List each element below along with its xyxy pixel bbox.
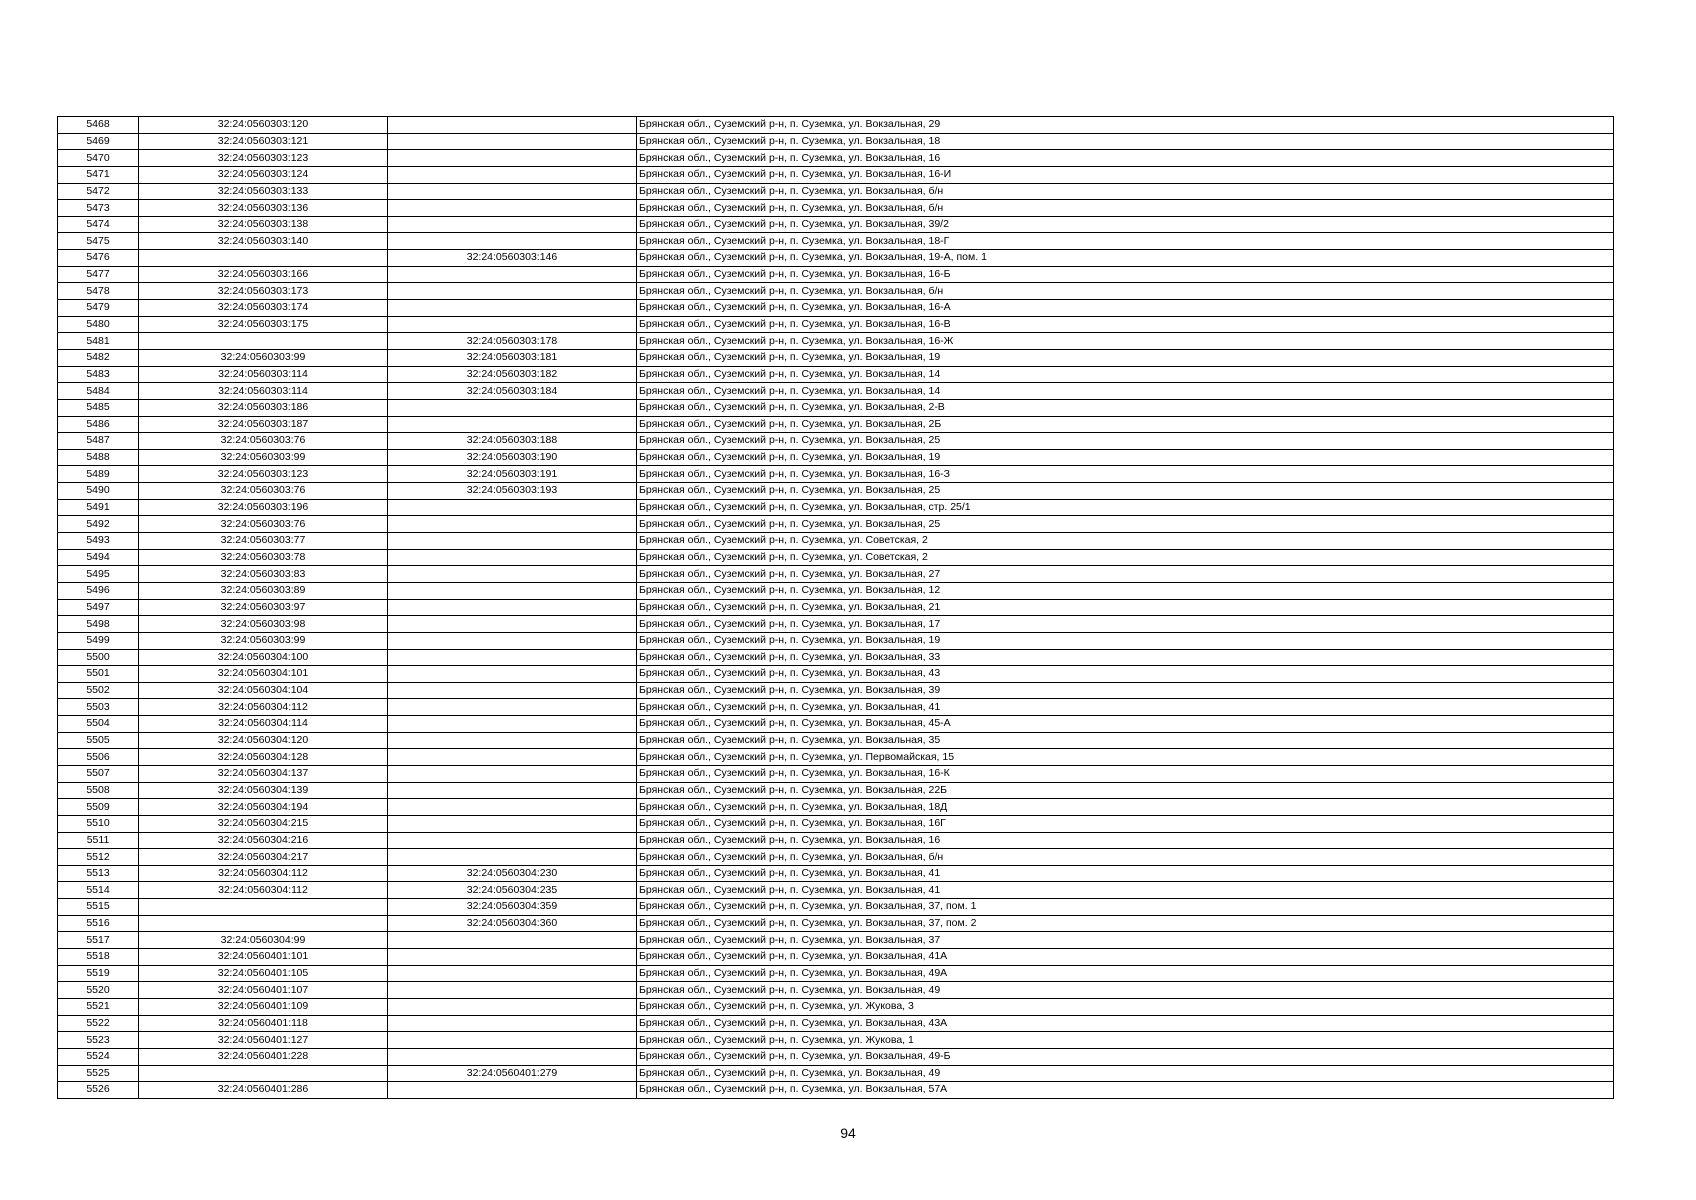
building-cadastral-number-cell <box>388 499 637 516</box>
building-cadastral-number-cell: 32:24:0560303:193 <box>388 483 637 500</box>
land-cadastral-number-cell: 32:24:0560303:77 <box>139 533 388 550</box>
table-row <box>58 765 1614 782</box>
address-cell: Брянская обл., Суземский р-н, п. Суземка, ул. Вокзальная, 19 <box>637 349 1614 366</box>
land-cadastral-number-cell: 32:24:0560304:120 <box>139 732 388 749</box>
building-cadastral-number-cell <box>388 416 637 433</box>
table-row <box>58 832 1614 849</box>
address-cell: Брянская обл., Суземский р-н, п. Суземка, ул. Вокзальная, 37, пом. 2 <box>637 915 1614 932</box>
table-row <box>58 216 1614 233</box>
land-cadastral-number-cell: 32:24:0560401:118 <box>139 1015 388 1032</box>
row-number-cell: 5479 <box>58 300 139 317</box>
land-cadastral-number-cell: 32:24:0560303:123 <box>139 150 388 167</box>
table-row <box>58 849 1614 866</box>
land-cadastral-number-cell <box>139 915 388 932</box>
table-row <box>58 533 1614 550</box>
table-row <box>58 183 1614 200</box>
building-cadastral-number-cell <box>388 549 637 566</box>
building-cadastral-number-cell <box>388 932 637 949</box>
row-number-cell: 5482 <box>58 349 139 366</box>
table-row <box>58 716 1614 733</box>
land-cadastral-number-cell: 32:24:0560303:99 <box>139 632 388 649</box>
land-cadastral-number-cell: 32:24:0560303:114 <box>139 383 388 400</box>
address-cell: Брянская обл., Суземский р-н, п. Суземка, ул. Первомайская, 15 <box>637 749 1614 766</box>
land-cadastral-number-cell: 32:24:0560304:139 <box>139 782 388 799</box>
address-cell: Брянская обл., Суземский р-н, п. Суземка, ул. Вокзальная, 49А <box>637 965 1614 982</box>
table-row <box>58 982 1614 999</box>
land-cadastral-number-cell: 32:24:0560303:78 <box>139 549 388 566</box>
row-number-cell: 5487 <box>58 433 139 450</box>
building-cadastral-number-cell: 32:24:0560303:181 <box>388 349 637 366</box>
building-cadastral-number-cell <box>388 300 637 317</box>
address-cell: Брянская обл., Суземский р-н, п. Суземка, ул. Вокзальная, 43 <box>637 666 1614 683</box>
building-cadastral-number-cell <box>388 266 637 283</box>
building-cadastral-number-cell <box>388 1048 637 1065</box>
building-cadastral-number-cell <box>388 716 637 733</box>
building-cadastral-number-cell <box>388 616 637 633</box>
land-cadastral-number-cell: 32:24:0560303:196 <box>139 499 388 516</box>
address-cell: Брянская обл., Суземский р-н, п. Суземка, ул. Жукова, 3 <box>637 998 1614 1015</box>
row-number-cell: 5474 <box>58 216 139 233</box>
table-row <box>58 433 1614 450</box>
cadastral-table <box>57 116 1614 1099</box>
table-row <box>58 316 1614 333</box>
building-cadastral-number-cell <box>388 183 637 200</box>
address-cell: Брянская обл., Суземский р-н, п. Суземка, ул. Советская, 2 <box>637 549 1614 566</box>
row-number-cell: 5504 <box>58 716 139 733</box>
address-cell: Брянская обл., Суземский р-н, п. Суземка, ул. Вокзальная, 43А <box>637 1015 1614 1032</box>
row-number-cell: 5506 <box>58 749 139 766</box>
address-cell: Брянская обл., Суземский р-н, п. Суземка, ул. Вокзальная, 16-К <box>637 765 1614 782</box>
row-number-cell: 5503 <box>58 699 139 716</box>
row-number-cell: 5494 <box>58 549 139 566</box>
address-cell: Брянская обл., Суземский р-н, п. Суземка, ул. Вокзальная, 49 <box>637 1065 1614 1082</box>
address-cell: Брянская обл., Суземский р-н, п. Суземка, ул. Вокзальная, 37, пом. 1 <box>637 899 1614 916</box>
row-number-cell: 5493 <box>58 533 139 550</box>
row-number-cell: 5497 <box>58 599 139 616</box>
address-cell: Брянская обл., Суземский р-н, п. Суземка, ул. Вокзальная, 39/2 <box>637 216 1614 233</box>
row-number-cell: 5492 <box>58 516 139 533</box>
address-cell: Брянская обл., Суземский р-н, п. Суземка, ул. Вокзальная, 2-В <box>637 399 1614 416</box>
row-number-cell: 5490 <box>58 483 139 500</box>
land-cadastral-number-cell: 32:24:0560304:104 <box>139 682 388 699</box>
table-row <box>58 1082 1614 1099</box>
building-cadastral-number-cell: 32:24:0560303:178 <box>388 333 637 350</box>
table-row <box>58 865 1614 882</box>
row-number-cell: 5507 <box>58 765 139 782</box>
land-cadastral-number-cell: 32:24:0560303:140 <box>139 233 388 250</box>
address-cell: Брянская обл., Суземский р-н, п. Суземка, ул. Вокзальная, 57А <box>637 1082 1614 1099</box>
building-cadastral-number-cell <box>388 649 637 666</box>
building-cadastral-number-cell: 32:24:0560303:184 <box>388 383 637 400</box>
building-cadastral-number-cell <box>388 1015 637 1032</box>
building-cadastral-number-cell: 32:24:0560304:359 <box>388 899 637 916</box>
building-cadastral-number-cell: 32:24:0560304:230 <box>388 865 637 882</box>
row-number-cell: 5470 <box>58 150 139 167</box>
building-cadastral-number-cell <box>388 150 637 167</box>
land-cadastral-number-cell: 32:24:0560303:121 <box>139 133 388 150</box>
row-number-cell: 5522 <box>58 1015 139 1032</box>
address-cell: Брянская обл., Суземский р-н, п. Суземка, ул. Вокзальная, 16 <box>637 832 1614 849</box>
building-cadastral-number-cell <box>388 1032 637 1049</box>
building-cadastral-number-cell <box>388 998 637 1015</box>
address-cell: Брянская обл., Суземский р-н, п. Суземка, ул. Вокзальная, 16-Ж <box>637 333 1614 350</box>
table-row <box>58 483 1614 500</box>
building-cadastral-number-cell: 32:24:0560303:146 <box>388 250 637 267</box>
land-cadastral-number-cell: 32:24:0560303:76 <box>139 433 388 450</box>
row-number-cell: 5473 <box>58 200 139 217</box>
table-row <box>58 266 1614 283</box>
land-cadastral-number-cell: 32:24:0560303:99 <box>139 349 388 366</box>
row-number-cell: 5495 <box>58 566 139 583</box>
table-row <box>58 333 1614 350</box>
building-cadastral-number-cell: 32:24:0560303:190 <box>388 449 637 466</box>
table-row <box>58 815 1614 832</box>
table-row <box>58 233 1614 250</box>
building-cadastral-number-cell <box>388 566 637 583</box>
table-row <box>58 117 1614 134</box>
building-cadastral-number-cell <box>388 949 637 966</box>
building-cadastral-number-cell <box>388 832 637 849</box>
building-cadastral-number-cell <box>388 283 637 300</box>
address-cell: Брянская обл., Суземский р-н, п. Суземка, ул. Вокзальная, 16-И <box>637 166 1614 183</box>
row-number-cell: 5481 <box>58 333 139 350</box>
row-number-cell: 5511 <box>58 832 139 849</box>
address-cell: Брянская обл., Суземский р-н, п. Суземка, ул. Вокзальная, 19-А, пом. 1 <box>637 250 1614 267</box>
row-number-cell: 5483 <box>58 366 139 383</box>
row-number-cell: 5517 <box>58 932 139 949</box>
address-cell: Брянская обл., Суземский р-н, п. Суземка, ул. Вокзальная, 21 <box>637 599 1614 616</box>
land-cadastral-number-cell: 32:24:0560304:215 <box>139 815 388 832</box>
table-row <box>58 682 1614 699</box>
land-cadastral-number-cell: 32:24:0560303:120 <box>139 117 388 134</box>
land-cadastral-number-cell <box>139 333 388 350</box>
row-number-cell: 5468 <box>58 117 139 134</box>
row-number-cell: 5496 <box>58 582 139 599</box>
table-row <box>58 582 1614 599</box>
row-number-cell: 5512 <box>58 849 139 866</box>
table-row <box>58 749 1614 766</box>
row-number-cell: 5499 <box>58 632 139 649</box>
address-cell: Брянская обл., Суземский р-н, п. Суземка, ул. Вокзальная, 27 <box>637 566 1614 583</box>
table-row <box>58 566 1614 583</box>
address-cell: Брянская обл., Суземский р-н, п. Суземка, ул. Вокзальная, 14 <box>637 366 1614 383</box>
land-cadastral-number-cell: 32:24:0560304:112 <box>139 699 388 716</box>
building-cadastral-number-cell <box>388 1082 637 1099</box>
row-number-cell: 5520 <box>58 982 139 999</box>
table-row <box>58 549 1614 566</box>
land-cadastral-number-cell: 32:24:0560303:136 <box>139 200 388 217</box>
building-cadastral-number-cell <box>388 316 637 333</box>
table-row <box>58 1032 1614 1049</box>
land-cadastral-number-cell: 32:24:0560304:112 <box>139 865 388 882</box>
row-number-cell: 5472 <box>58 183 139 200</box>
row-number-cell: 5484 <box>58 383 139 400</box>
building-cadastral-number-cell <box>388 965 637 982</box>
land-cadastral-number-cell: 32:24:0560303:175 <box>139 316 388 333</box>
land-cadastral-number-cell <box>139 899 388 916</box>
land-cadastral-number-cell: 32:24:0560303:114 <box>139 366 388 383</box>
land-cadastral-number-cell: 32:24:0560401:105 <box>139 965 388 982</box>
address-cell: Брянская обл., Суземский р-н, п. Суземка, ул. Вокзальная, 29 <box>637 117 1614 134</box>
land-cadastral-number-cell: 32:24:0560401:127 <box>139 1032 388 1049</box>
table-row <box>58 799 1614 816</box>
row-number-cell: 5477 <box>58 266 139 283</box>
land-cadastral-number-cell: 32:24:0560303:174 <box>139 300 388 317</box>
table-row <box>58 250 1614 267</box>
table-row <box>58 998 1614 1015</box>
table-row <box>58 300 1614 317</box>
address-cell: Брянская обл., Суземский р-н, п. Суземка, ул. Вокзальная, 22Б <box>637 782 1614 799</box>
table-row <box>58 932 1614 949</box>
row-number-cell: 5523 <box>58 1032 139 1049</box>
row-number-cell: 5501 <box>58 666 139 683</box>
table-row <box>58 366 1614 383</box>
address-cell: Брянская обл., Суземский р-н, п. Суземка, ул. Вокзальная, 39 <box>637 682 1614 699</box>
address-cell: Брянская обл., Суземский р-н, п. Суземка, ул. Вокзальная, 12 <box>637 582 1614 599</box>
address-cell: Брянская обл., Суземский р-н, п. Суземка, ул. Вокзальная, 49-Б <box>637 1048 1614 1065</box>
address-cell: Брянская обл., Суземский р-н, п. Суземка, ул. Вокзальная, 16-В <box>637 316 1614 333</box>
land-cadastral-number-cell: 32:24:0560304:101 <box>139 666 388 683</box>
building-cadastral-number-cell: 32:24:0560303:182 <box>388 366 637 383</box>
address-cell: Брянская обл., Суземский р-н, п. Суземка, ул. Вокзальная, 18Д <box>637 799 1614 816</box>
building-cadastral-number-cell <box>388 166 637 183</box>
address-cell: Брянская обл., Суземский р-н, п. Суземка, ул. Вокзальная, 49 <box>637 982 1614 999</box>
row-number-cell: 5509 <box>58 799 139 816</box>
address-cell: Брянская обл., Суземский р-н, п. Суземка, ул. Вокзальная, 19 <box>637 632 1614 649</box>
address-cell: Брянская обл., Суземский р-н, п. Суземка, ул. Вокзальная, 19 <box>637 449 1614 466</box>
row-number-cell: 5488 <box>58 449 139 466</box>
building-cadastral-number-cell <box>388 516 637 533</box>
table-row <box>58 150 1614 167</box>
address-cell: Брянская обл., Суземский р-н, п. Суземка, ул. Вокзальная, 37 <box>637 932 1614 949</box>
land-cadastral-number-cell: 32:24:0560303:99 <box>139 449 388 466</box>
table-row <box>58 632 1614 649</box>
address-cell: Брянская обл., Суземский р-н, п. Суземка, ул. Вокзальная, 16Г <box>637 815 1614 832</box>
building-cadastral-number-cell <box>388 699 637 716</box>
address-cell: Брянская обл., Суземский р-н, п. Суземка, ул. Советская, 2 <box>637 533 1614 550</box>
address-cell: Брянская обл., Суземский р-н, п. Суземка, ул. Вокзальная, 41 <box>637 865 1614 882</box>
land-cadastral-number-cell: 32:24:0560303:173 <box>139 283 388 300</box>
building-cadastral-number-cell <box>388 582 637 599</box>
row-number-cell: 5508 <box>58 782 139 799</box>
land-cadastral-number-cell: 32:24:0560304:100 <box>139 649 388 666</box>
table-row <box>58 782 1614 799</box>
row-number-cell: 5469 <box>58 133 139 150</box>
address-cell: Брянская обл., Суземский р-н, п. Суземка, ул. Жукова, 1 <box>637 1032 1614 1049</box>
table-row <box>58 399 1614 416</box>
land-cadastral-number-cell: 32:24:0560401:286 <box>139 1082 388 1099</box>
table-row <box>58 915 1614 932</box>
land-cadastral-number-cell: 32:24:0560304:128 <box>139 749 388 766</box>
land-cadastral-number-cell: 32:24:0560304:194 <box>139 799 388 816</box>
table-row <box>58 899 1614 916</box>
table-row <box>58 200 1614 217</box>
land-cadastral-number-cell: 32:24:0560303:124 <box>139 166 388 183</box>
address-cell: Брянская обл., Суземский р-н, п. Суземка, ул. Вокзальная, 18-Г <box>637 233 1614 250</box>
row-number-cell: 5486 <box>58 416 139 433</box>
building-cadastral-number-cell <box>388 632 637 649</box>
address-cell: Брянская обл., Суземский р-н, п. Суземка, ул. Вокзальная, 16 <box>637 150 1614 167</box>
table-row <box>58 732 1614 749</box>
row-number-cell: 5498 <box>58 616 139 633</box>
land-cadastral-number-cell: 32:24:0560304:114 <box>139 716 388 733</box>
address-cell: Брянская обл., Суземский р-н, п. Суземка, ул. Вокзальная, 14 <box>637 383 1614 400</box>
building-cadastral-number-cell: 32:24:0560303:188 <box>388 433 637 450</box>
row-number-cell: 5480 <box>58 316 139 333</box>
address-cell: Брянская обл., Суземский р-н, п. Суземка, ул. Вокзальная, б/н <box>637 283 1614 300</box>
land-cadastral-number-cell: 32:24:0560304:216 <box>139 832 388 849</box>
table-row <box>58 516 1614 533</box>
table-row <box>58 1015 1614 1032</box>
address-cell: Брянская обл., Суземский р-н, п. Суземка, ул. Вокзальная, 16-Б <box>637 266 1614 283</box>
building-cadastral-number-cell: 32:24:0560401:279 <box>388 1065 637 1082</box>
table-row <box>58 466 1614 483</box>
land-cadastral-number-cell: 32:24:0560303:76 <box>139 516 388 533</box>
row-number-cell: 5491 <box>58 499 139 516</box>
address-cell: Брянская обл., Суземский р-н, п. Суземка, ул. Вокзальная, 25 <box>637 516 1614 533</box>
address-cell: Брянская обл., Суземский р-н, п. Суземка, ул. Вокзальная, 2Б <box>637 416 1614 433</box>
building-cadastral-number-cell <box>388 117 637 134</box>
address-cell: Брянская обл., Суземский р-н, п. Суземка, ул. Вокзальная, б/н <box>637 849 1614 866</box>
building-cadastral-number-cell <box>388 682 637 699</box>
row-number-cell: 5514 <box>58 882 139 899</box>
building-cadastral-number-cell: 32:24:0560304:360 <box>388 915 637 932</box>
building-cadastral-number-cell <box>388 782 637 799</box>
row-number-cell: 5500 <box>58 649 139 666</box>
building-cadastral-number-cell <box>388 799 637 816</box>
row-number-cell: 5519 <box>58 965 139 982</box>
row-number-cell: 5524 <box>58 1048 139 1065</box>
row-number-cell: 5515 <box>58 899 139 916</box>
land-cadastral-number-cell: 32:24:0560303:138 <box>139 216 388 233</box>
row-number-cell: 5485 <box>58 399 139 416</box>
table-row <box>58 666 1614 683</box>
address-cell: Брянская обл., Суземский р-н, п. Суземка, ул. Вокзальная, б/н <box>637 200 1614 217</box>
table-row <box>58 949 1614 966</box>
address-cell: Брянская обл., Суземский р-н, п. Суземка, ул. Вокзальная, 41 <box>637 882 1614 899</box>
building-cadastral-number-cell <box>388 533 637 550</box>
land-cadastral-number-cell: 32:24:0560303:97 <box>139 599 388 616</box>
address-cell: Брянская обл., Суземский р-н, п. Суземка, ул. Вокзальная, б/н <box>637 183 1614 200</box>
building-cadastral-number-cell <box>388 399 637 416</box>
address-cell: Брянская обл., Суземский р-н, п. Суземка, ул. Вокзальная, 41 <box>637 699 1614 716</box>
land-cadastral-number-cell: 32:24:0560304:112 <box>139 882 388 899</box>
building-cadastral-number-cell <box>388 849 637 866</box>
table-row <box>58 449 1614 466</box>
building-cadastral-number-cell <box>388 815 637 832</box>
land-cadastral-number-cell: 32:24:0560401:107 <box>139 982 388 999</box>
row-number-cell: 5525 <box>58 1065 139 1082</box>
row-number-cell: 5471 <box>58 166 139 183</box>
land-cadastral-number-cell: 32:24:0560303:187 <box>139 416 388 433</box>
land-cadastral-number-cell: 32:24:0560303:98 <box>139 616 388 633</box>
row-number-cell: 5505 <box>58 732 139 749</box>
row-number-cell: 5526 <box>58 1082 139 1099</box>
table-row <box>58 699 1614 716</box>
land-cadastral-number-cell: 32:24:0560303:76 <box>139 483 388 500</box>
table-row <box>58 349 1614 366</box>
address-cell: Брянская обл., Суземский р-н, п. Суземка, ул. Вокзальная, 25 <box>637 483 1614 500</box>
row-number-cell: 5510 <box>58 815 139 832</box>
building-cadastral-number-cell <box>388 982 637 999</box>
land-cadastral-number-cell: 32:24:0560303:133 <box>139 183 388 200</box>
table-row <box>58 283 1614 300</box>
building-cadastral-number-cell <box>388 216 637 233</box>
building-cadastral-number-cell <box>388 749 637 766</box>
building-cadastral-number-cell <box>388 666 637 683</box>
address-cell: Брянская обл., Суземский р-н, п. Суземка, ул. Вокзальная, стр. 25/1 <box>637 499 1614 516</box>
land-cadastral-number-cell: 32:24:0560401:109 <box>139 998 388 1015</box>
table-row <box>58 1065 1614 1082</box>
building-cadastral-number-cell <box>388 732 637 749</box>
table-row <box>58 882 1614 899</box>
table-body <box>58 117 1614 1099</box>
land-cadastral-number-cell: 32:24:0560401:101 <box>139 949 388 966</box>
building-cadastral-number-cell <box>388 599 637 616</box>
land-cadastral-number-cell: 32:24:0560303:123 <box>139 466 388 483</box>
table-row <box>58 599 1614 616</box>
table-row <box>58 133 1614 150</box>
table-row <box>58 416 1614 433</box>
land-cadastral-number-cell <box>139 250 388 267</box>
row-number-cell: 5513 <box>58 865 139 882</box>
address-cell: Брянская обл., Суземский р-н, п. Суземка, ул. Вокзальная, 35 <box>637 732 1614 749</box>
building-cadastral-number-cell: 32:24:0560303:191 <box>388 466 637 483</box>
address-cell: Брянская обл., Суземский р-н, п. Суземка, ул. Вокзальная, 18 <box>637 133 1614 150</box>
row-number-cell: 5478 <box>58 283 139 300</box>
address-cell: Брянская обл., Суземский р-н, п. Суземка, ул. Вокзальная, 16-З <box>637 466 1614 483</box>
building-cadastral-number-cell: 32:24:0560304:235 <box>388 882 637 899</box>
land-cadastral-number-cell: 32:24:0560303:83 <box>139 566 388 583</box>
row-number-cell: 5475 <box>58 233 139 250</box>
building-cadastral-number-cell <box>388 133 637 150</box>
land-cadastral-number-cell: 32:24:0560303:186 <box>139 399 388 416</box>
table-row <box>58 616 1614 633</box>
address-cell: Брянская обл., Суземский р-н, п. Суземка, ул. Вокзальная, 16-А <box>637 300 1614 317</box>
table-row <box>58 166 1614 183</box>
building-cadastral-number-cell <box>388 200 637 217</box>
row-number-cell: 5516 <box>58 915 139 932</box>
table-row <box>58 965 1614 982</box>
land-cadastral-number-cell: 32:24:0560304:217 <box>139 849 388 866</box>
table-row <box>58 383 1614 400</box>
row-number-cell: 5476 <box>58 250 139 267</box>
land-cadastral-number-cell: 32:24:0560303:166 <box>139 266 388 283</box>
page-number: 94 <box>840 1125 856 1141</box>
land-cadastral-number-cell <box>139 1065 388 1082</box>
land-cadastral-number-cell: 32:24:0560401:228 <box>139 1048 388 1065</box>
land-cadastral-number-cell: 32:24:0560304:137 <box>139 765 388 782</box>
land-cadastral-number-cell: 32:24:0560304:99 <box>139 932 388 949</box>
address-cell: Брянская обл., Суземский р-н, п. Суземка, ул. Вокзальная, 41А <box>637 949 1614 966</box>
row-number-cell: 5502 <box>58 682 139 699</box>
building-cadastral-number-cell <box>388 233 637 250</box>
address-cell: Брянская обл., Суземский р-н, п. Суземка, ул. Вокзальная, 17 <box>637 616 1614 633</box>
address-cell: Брянская обл., Суземский р-н, п. Суземка, ул. Вокзальная, 45-А <box>637 716 1614 733</box>
table-row <box>58 1048 1614 1065</box>
address-cell: Брянская обл., Суземский р-н, п. Суземка, ул. Вокзальная, 33 <box>637 649 1614 666</box>
table-row <box>58 649 1614 666</box>
row-number-cell: 5521 <box>58 998 139 1015</box>
table-row <box>58 499 1614 516</box>
row-number-cell: 5489 <box>58 466 139 483</box>
building-cadastral-number-cell <box>388 765 637 782</box>
row-number-cell: 5518 <box>58 949 139 966</box>
land-cadastral-number-cell: 32:24:0560303:89 <box>139 582 388 599</box>
address-cell: Брянская обл., Суземский р-н, п. Суземка, ул. Вокзальная, 25 <box>637 433 1614 450</box>
